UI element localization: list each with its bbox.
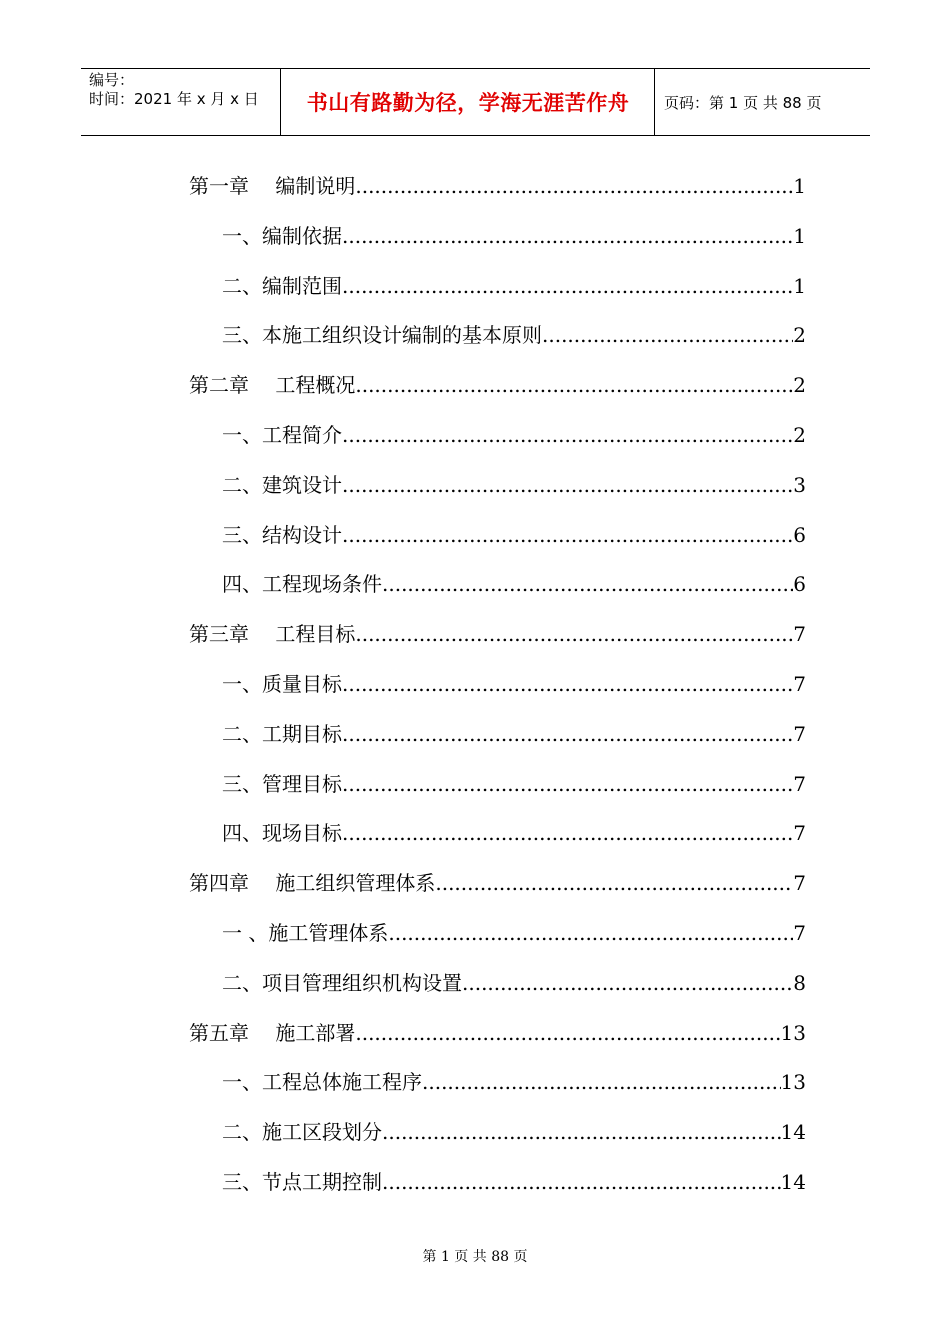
toc-entry-title: 一、工程简介 [222, 423, 342, 447]
toc-dot-leader [342, 274, 793, 298]
toc-section-entry [222, 967, 806, 997]
toc-entry-page: 7 [793, 672, 806, 696]
toc-entry-title: 第四章 施工组织管理体系 [189, 871, 436, 895]
toc-dot-leader [342, 672, 793, 696]
toc-entry-page: 2 [793, 373, 806, 397]
toc-dot-leader [382, 1170, 781, 1194]
toc-entry-title: 第一章 编制说明 [189, 174, 356, 198]
toc-dot-leader [342, 523, 793, 547]
toc-dot-leader [342, 423, 793, 447]
toc-section-entry [222, 270, 806, 300]
toc-entry-page: 8 [793, 971, 806, 995]
toc-entry-title: 第三章 工程目标 [189, 622, 356, 646]
toc-chapter-entry [189, 618, 806, 648]
toc-section-entry [222, 718, 806, 748]
toc-section-entry [222, 568, 806, 598]
toc-entry-page: 2 [793, 423, 806, 447]
toc-entry-page: 6 [793, 572, 806, 596]
toc-entry-page: 2 [793, 323, 806, 347]
toc-section-entry [222, 1066, 806, 1096]
toc-entry-page: 1 [793, 174, 806, 198]
page-header [81, 68, 870, 136]
toc-entry-title: 三、管理目标 [222, 772, 342, 796]
toc-entry-page: 14 [780, 1120, 806, 1144]
toc-section-entry [222, 469, 806, 499]
toc-section-entry [222, 1116, 806, 1146]
toc-dot-leader [388, 921, 793, 945]
toc-chapter-entry [189, 1017, 806, 1047]
toc-entry-page: 13 [780, 1021, 806, 1045]
toc-dot-leader [355, 1021, 780, 1045]
toc-section-entry [222, 668, 806, 698]
page-footer: 第 1 页 共 88 页 [422, 1249, 528, 1265]
toc-section-entry [222, 519, 806, 549]
toc-section-entry [222, 1166, 806, 1196]
toc-dot-leader [382, 572, 793, 596]
toc-section-entry [222, 768, 806, 798]
toc-entry-title: 第二章 工程概况 [189, 373, 356, 397]
toc-entry-title: 二、工期目标 [222, 722, 342, 746]
toc-entry-title: 三、结构设计 [222, 523, 342, 547]
toc-entry-title: 二、编制范围 [222, 274, 342, 298]
toc-dot-leader [422, 1070, 781, 1094]
toc-section-entry [222, 419, 806, 449]
toc-dot-leader [342, 224, 793, 248]
toc-chapter-entry [189, 867, 806, 897]
toc-entry-title: 二、施工区段划分 [222, 1120, 382, 1144]
toc-entry-title: 四、工程现场条件 [222, 572, 382, 596]
toc-dot-leader [342, 722, 793, 746]
toc-entry-title: 一、质量目标 [222, 672, 342, 696]
toc-dot-leader [342, 772, 793, 796]
toc-dot-leader [355, 174, 793, 198]
toc-entry-title: 第五章 施工部署 [189, 1021, 356, 1045]
toc-entry-page: 7 [793, 622, 806, 646]
toc-entry-page: 7 [793, 772, 806, 796]
toc-entry-page: 3 [793, 473, 806, 497]
toc-entry-title: 二、项目管理组织机构设置 [222, 971, 462, 995]
toc-entry-title: 四、现场目标 [222, 821, 342, 845]
toc-entry-title: 一、编制依据 [222, 224, 342, 248]
document-number-label: 编号： [89, 71, 135, 89]
toc-entry-page: 7 [793, 921, 806, 945]
toc-dot-leader [382, 1120, 781, 1144]
document-date: 时间：2021 年 x 月 x 日 [89, 90, 259, 108]
toc-entry-page: 14 [780, 1170, 806, 1194]
toc-entry-page: 1 [793, 224, 806, 248]
toc-dot-leader [342, 473, 793, 497]
toc-dot-leader [342, 821, 793, 845]
header-motto: 书山有路勤为径，学海无涯苦作舟 [282, 69, 655, 135]
toc-entry-page: 1 [793, 274, 806, 298]
toc-dot-leader [542, 323, 793, 347]
toc-dot-leader [435, 871, 793, 895]
toc-section-entry [222, 220, 806, 250]
toc-dot-leader [355, 622, 793, 646]
toc-entry-title: 二、建筑设计 [222, 473, 342, 497]
toc-section-entry [222, 917, 806, 947]
toc-section-entry [222, 319, 806, 349]
toc-entry-title: 一、工程总体施工程序 [222, 1070, 422, 1094]
toc-entry-page: 6 [793, 523, 806, 547]
header-page-info: 页码：第 1 页 共 88 页 [664, 93, 822, 112]
toc-chapter-entry [189, 369, 806, 399]
toc-entry-page: 7 [793, 871, 806, 895]
toc-entry-page: 13 [780, 1070, 806, 1094]
toc-entry-page: 7 [793, 821, 806, 845]
toc-entry-title: 一 、施工管理体系 [222, 921, 389, 945]
toc-dot-leader [355, 373, 793, 397]
toc-chapter-entry [189, 170, 806, 200]
toc-entry-title: 三、节点工期控制 [222, 1170, 382, 1194]
toc-entry-title: 三、本施工组织设计编制的基本原则 [222, 323, 542, 347]
toc-dot-leader [462, 971, 793, 995]
toc-entry-page: 7 [793, 722, 806, 746]
toc-section-entry [222, 817, 806, 847]
header-meta [81, 69, 281, 135]
